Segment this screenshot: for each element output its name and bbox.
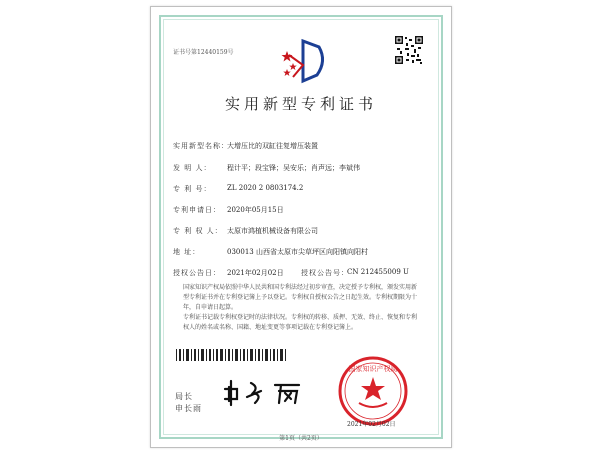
announcement-number: CN 212455009 U xyxy=(347,268,409,276)
field-value-inventor: 程计平；段宝锋；吴安乐；肖声远；李斌伟 xyxy=(227,164,360,172)
official-seal-icon xyxy=(337,355,409,427)
page-footer: 第1页（共2页） xyxy=(279,435,323,442)
patent-certificate xyxy=(150,6,452,448)
certificate-number: 证书号第12440159号 xyxy=(173,49,234,56)
field-label-address: 地 址： xyxy=(173,248,201,256)
certificate-paragraph-1: 国家知识产权局依照中华人民共和国专利法经过初步审查，决定授予专利权，颁发实用新型专利证书并在专利登记簿上予以登记。专利权自授权公告之日起生效。专利权期限为十年，自申请日起算。 xyxy=(183,284,418,311)
field-value-patentee: 太原市鸿植机械设备有限公司 xyxy=(227,227,318,235)
field-label-application-date: 专利申请日： xyxy=(173,206,221,214)
field-value-application-date: 2020年05月15日 xyxy=(227,206,284,214)
field-label-inventor: 发 明 人： xyxy=(173,164,212,172)
director-name: 申长雨 xyxy=(175,404,202,413)
seal-date: 2021年02月02日 xyxy=(347,421,396,428)
field-label-name: 实用新型名称： xyxy=(173,142,229,150)
field-label-grant-date: 授权公告日： xyxy=(173,269,221,277)
field-value-grant-date: 2021年02月02日 xyxy=(227,269,284,277)
announcement-label: 授权公告号： xyxy=(301,269,349,277)
field-value-name: 大增压比的双缸往复增压装置 xyxy=(227,142,318,150)
director-label: 局长 xyxy=(175,392,193,401)
field-label-patent-no: 专 利 号： xyxy=(173,185,212,193)
director-signature-icon xyxy=(223,379,313,407)
field-value-patent-no: ZL 2020 2 0803174.2 xyxy=(227,184,304,192)
cnipa-logo-icon xyxy=(279,37,329,85)
certificate-paragraph-2: 专利证书记载专利权登记时的法律状况。专利权的转移、质押、无效、终止、恢复和专利权人的姓名或名称、国籍、地址变更等事项记载在专利登记簿上。 xyxy=(183,314,418,331)
qr-code-icon xyxy=(394,35,424,65)
seal-text: 国家知识产权局 xyxy=(348,365,398,373)
field-label-patentee: 专 利 权 人： xyxy=(173,227,223,235)
barcode-icon xyxy=(176,349,286,361)
field-value-address: 030013 山西省太原市尖草坪区向阳镇向阳村 xyxy=(227,248,368,256)
certificate-title: 实用新型专利证书 xyxy=(224,95,377,113)
